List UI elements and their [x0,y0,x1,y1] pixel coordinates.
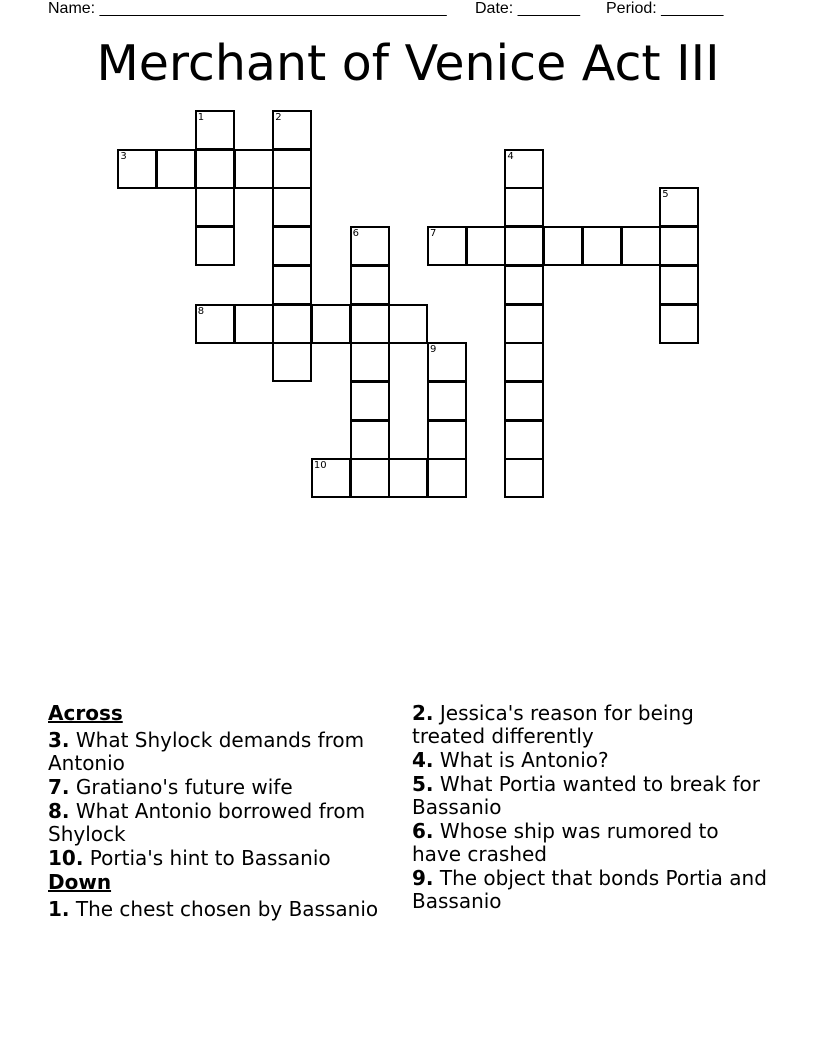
grid-cell[interactable] [504,458,544,498]
grid-cell[interactable] [272,265,312,305]
clue-number-label: 4 [507,150,514,162]
grid-cell[interactable] [311,304,351,344]
grid-cell[interactable] [504,187,544,227]
clue-number-label: 6 [352,228,359,240]
grid-cell[interactable] [117,149,157,189]
grid-cell[interactable] [272,304,312,344]
clues-right-column [412,702,772,914]
clues-left-column [48,702,393,922]
clue-down-5: 5. What Portia wanted to break for Bassanio [412,772,761,819]
grid-cell[interactable] [621,226,661,266]
date-field-label: Date: _______ [475,0,580,17]
clue-number-label: 2 [275,112,282,123]
grid-cell[interactable] [388,304,428,344]
clue-down-1: 1. The chest chosen by Bassanio [48,897,379,921]
clue-across-10: 10. Portia's hint to Bassanio [48,846,331,870]
grid-cell[interactable] [350,458,390,498]
grid-cell[interactable] [504,381,544,421]
clue-down-2: 2. Jessica's reason for being treated differently [412,701,694,748]
grid-cell[interactable] [659,265,699,305]
grid-cell[interactable] [504,226,544,266]
grid-cell[interactable] [195,187,235,227]
grid-cell[interactable] [234,304,274,344]
grid-cell[interactable] [350,226,390,266]
grid-cell[interactable] [350,304,390,344]
grid-cell[interactable] [195,304,235,344]
grid-cell[interactable] [427,381,467,421]
grid-cell[interactable] [504,149,544,189]
grid-cell[interactable] [504,265,544,305]
period-field-label: Period: _______ [606,0,724,17]
page-title: Merchant of Venice Act III [96,35,720,92]
clue-down-6: 6. Whose ship was rumored to have crashed [412,819,719,866]
grid-cell[interactable] [272,187,312,227]
grid-cell[interactable] [234,149,274,189]
grid-cell[interactable] [427,342,467,382]
grid-cell[interactable] [350,265,390,305]
clue-down-9: 9. The object that bonds Portia and Bassanio [412,866,767,913]
grid-cell[interactable] [427,458,467,498]
grid-cell[interactable] [272,342,312,382]
crossword-grid [0,0,816,520]
grid-cell[interactable] [388,458,428,498]
grid-cell[interactable] [504,342,544,382]
clue-number-label: 3 [120,150,127,162]
grid-cell[interactable] [427,226,467,266]
across-heading: Across [48,701,123,725]
clue-down-4: 4. What is Antonio? [412,748,609,772]
grid-cell[interactable] [350,420,390,460]
grid-cell[interactable] [350,381,390,421]
grid-cell[interactable] [504,420,544,460]
clue-across-3: 3. What Shylock demands from Antonio [48,728,365,775]
grid-cell[interactable] [272,110,312,150]
grid-cell[interactable] [543,226,583,266]
grid-cell[interactable] [582,226,622,266]
grid-cell[interactable] [504,304,544,344]
clue-number-label: 5 [662,189,669,201]
clue-across-8: 8. What Antonio borrowed from Shylock [48,799,366,846]
clue-number-label: 9 [430,344,437,356]
grid-cell[interactable] [311,458,351,498]
grid-cell[interactable] [659,304,699,344]
grid-cell[interactable] [427,420,467,460]
clue-number-label: 7 [430,228,437,240]
grid-cell[interactable] [195,226,235,266]
down-heading: Down [48,870,112,894]
grid-cell[interactable] [466,226,506,266]
grid-cell[interactable] [195,149,235,189]
grid-cell[interactable] [272,226,312,266]
grid-cell[interactable] [659,187,699,227]
grid-cell[interactable] [272,149,312,189]
grid-cell[interactable] [659,226,699,266]
grid-cell[interactable] [156,149,196,189]
clue-across-7: 7. Gratiano's future wife [48,775,293,799]
clue-number-label: 10 [313,460,327,472]
grid-cell[interactable] [195,110,235,150]
name-field-label: Name: _______________________________________ [48,0,447,17]
clue-number-label: 1 [197,112,205,123]
clue-number-label: 8 [197,305,205,317]
grid-cell[interactable] [350,342,390,382]
